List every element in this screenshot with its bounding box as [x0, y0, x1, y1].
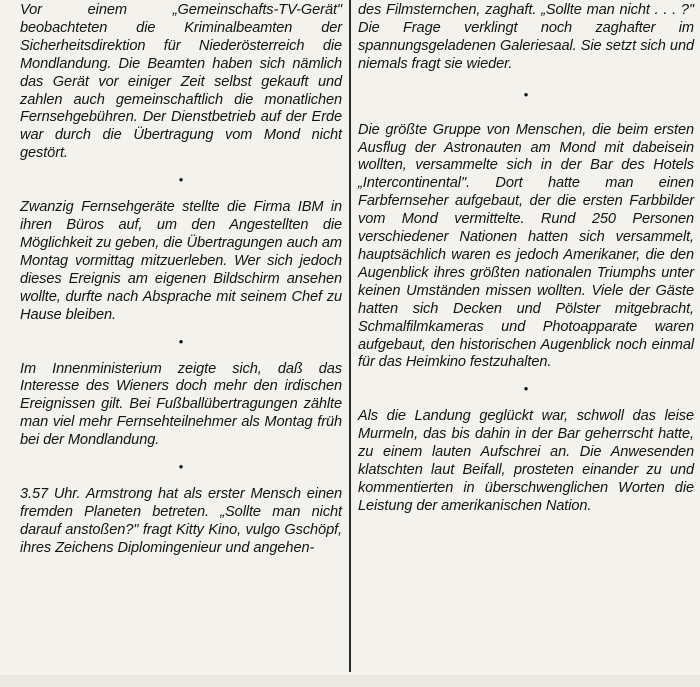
section-separator: [20, 163, 342, 199]
separator-dot: •: [178, 333, 184, 349]
paragraph-filmsternchen: des Filmsternchen, zaghaft. „Sollte man nicht . . . ?" Die Frage verklingt noch zaghafter im spannungsgeladenen Galeriesaal. Sie setzt sich und niemals fragt sie wieder.: [358, 2, 694, 72]
right-column: [358, 2, 694, 516]
paragraph-ministry: Im Innenministerium zeigte sich, daß das Interesse des Wieners doch mehr den irdischen Ereignissen gilt. Bei Fußballübertragungen zählte man viel mehr Fernsehteilnehmer als Montag früh bei der Mondlandung.: [20, 360, 342, 449]
left-column: [20, 2, 342, 558]
section-separator: [358, 372, 694, 408]
separator-dot: •: [178, 172, 184, 188]
paragraph-intercontinental: Die größte Gruppe von Menschen, die beim ersten Ausflug der Astronauten am Mond mit dabeisein wollten, versammelte sich in der Bar des Hotels „Intercontinental". Dort hatte man einen Farbfernseher aufgebaut, der die ersten Farbbilder vom Mond vermittelte. Rund 250 Personen verschiedener Nationen hatten sich versammelt, hauptsächlich waren es jedoch Amerikaner, die den Augenblick ihres größten nationalen Triumphs unter keinen Umständen missen wollten. Viele der Gäste hatten sich Decken und Pölster mitgebracht, Schmalfilmkameras und Photoapparate waren aufgebaut, den historischen Augenblick noch einmal für das Heimkino festzuhalten.: [358, 121, 694, 371]
separator-dot: •: [523, 381, 529, 397]
column-divider: [349, 0, 351, 672]
paragraph-armstrong: 3.57 Uhr. Armstrong hat als erster Mensch einen fremden Planeten betreten. „Sollte man nicht darauf anstoßen?" fragt Kitty Kino, vulgo Gschöpf, ihres Zeichens Diplomingenieur und angehen-: [20, 486, 342, 556]
separator-dot: •: [523, 86, 529, 102]
paragraph-tv-set: Vor einem „Gemeinschafts-TV-Gerät" beobachteten die Kriminalbeamten der Sicherheitsdirektion für Niederösterreich die Mondlandung. Die Beamten haben sich nämlich das Gerät vor einiger Zeit selbst gekauft und zahlen auch gemeinschaftlich die monatlichen Fernsehgebühren. Der Dienstbetrieb auf der Erde war durch die Übertragung vom Mond nicht gestört.: [20, 2, 342, 162]
page-bottom-edge: [0, 675, 700, 687]
section-separator: [20, 450, 342, 486]
section-separator: [358, 74, 694, 122]
section-separator: [20, 325, 342, 361]
paragraph-landing: Als die Landung geglückt war, schwoll das leise Murmeln, das bis dahin in der Bar geherrscht hatte, zu einem lauten Aufschrei an. Die Anwesenden klatschten laut Beifall, prosteten einander zu und kommentierten in überschwenglichen Worten die Leistung der amerikanischen Nation.: [358, 408, 694, 514]
separator-dot: •: [178, 459, 184, 475]
paragraph-ibm: Zwanzig Fernsehgeräte stellte die Firma IBM in ihren Büros auf, um den Angestellten die Möglichkeit zu geben, die Übertragungen auch am Montag vormittag mitzuerleben. Wer sich jedoch dieses Ereignis am eigenen Bildschirm ansehen wollte, durfte nach Absprache mit seinem Chef zu Hause bleiben.: [20, 199, 342, 323]
